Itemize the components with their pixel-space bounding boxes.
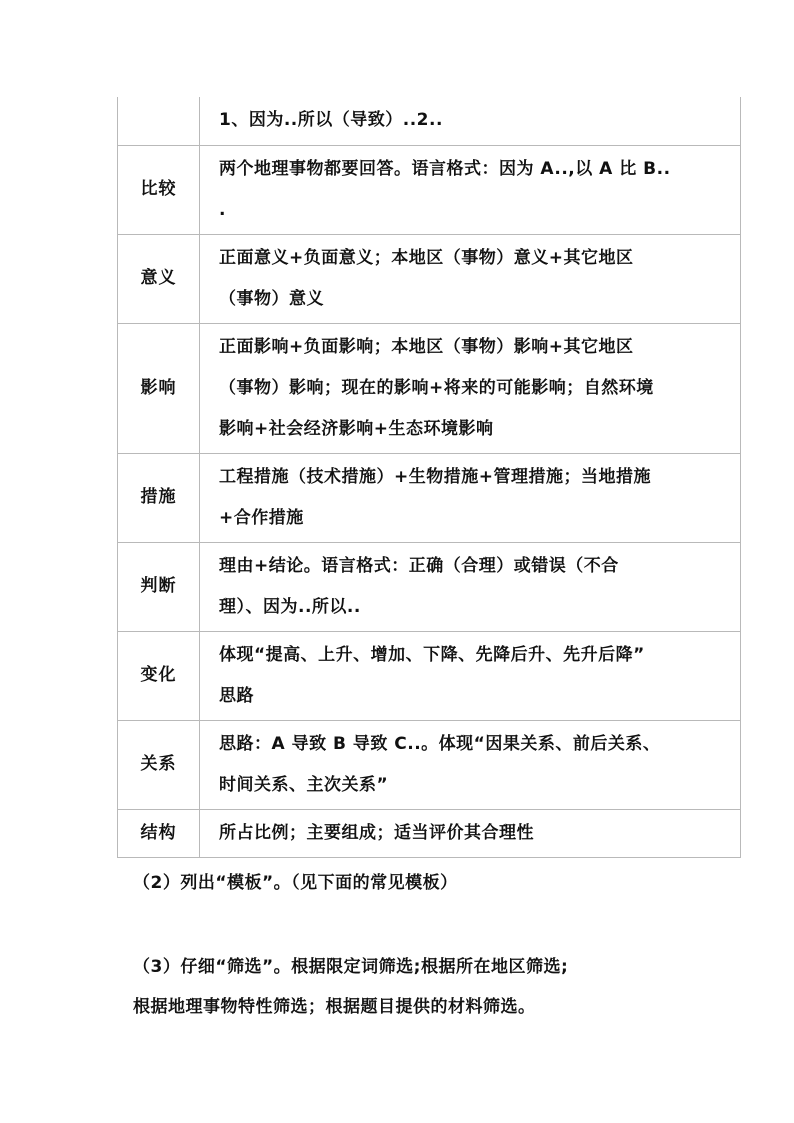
row-value: 思路：A 导致 B 导致 C..。体现“因果关系、前后关系、 时间关系、主次关系” [200,720,741,809]
table-row [118,542,741,631]
table-row [118,809,741,857]
row-key: 判断 [118,542,200,631]
row-key: 意义 [118,234,200,323]
row-key: 结构 [118,809,200,857]
row-value: 1、因为..所以（导致）..2.. [200,97,741,145]
row-value: 所占比例；主要组成；适当评价其合理性 [200,809,741,857]
row-key: 措施 [118,453,200,542]
row-value: 理由+结论。语言格式：正确（合理）或错误（不合 理）、因为..所以.. [200,542,741,631]
table-row [118,720,741,809]
note-item-3-line-1: （3）仔细“筛选”。根据限定词筛选;根据所在地区筛选; [133,957,569,977]
row-value: 两个地理事物都要回答。语言格式：因为 A..,以 A 比 B.. . [200,145,741,234]
row-value: 体现“提高、上升、增加、下降、先降后升、先升后降” 思路 [200,631,741,720]
note-item-2: （2）列出“模板”。（见下面的常见模板） [133,873,458,893]
table-row [118,453,741,542]
table-row [118,145,741,234]
row-key: 比较 [118,145,200,234]
answer-template-table [117,97,741,858]
table-row [118,234,741,323]
table-row [118,631,741,720]
row-value: 正面影响+负面影响；本地区（事物）影响+其它地区 （事物）影响；现在的影响+将来的可能影响；自然环境 影响+社会经济影响+生态环境影响 [200,323,741,453]
row-key: 影响 [118,323,200,453]
row-value: 正面意义+负面意义；本地区（事物）意义+其它地区 （事物）意义 [200,234,741,323]
note-item-3-line-2: 根据地理事物特性筛选；根据题目提供的材料筛选。 [133,997,536,1017]
table-row [118,323,741,453]
row-key: 变化 [118,631,200,720]
table-row [118,97,741,145]
row-key [118,97,200,145]
row-value: 工程措施（技术措施）+生物措施+管理措施；当地措施 +合作措施 [200,453,741,542]
row-key: 关系 [118,720,200,809]
